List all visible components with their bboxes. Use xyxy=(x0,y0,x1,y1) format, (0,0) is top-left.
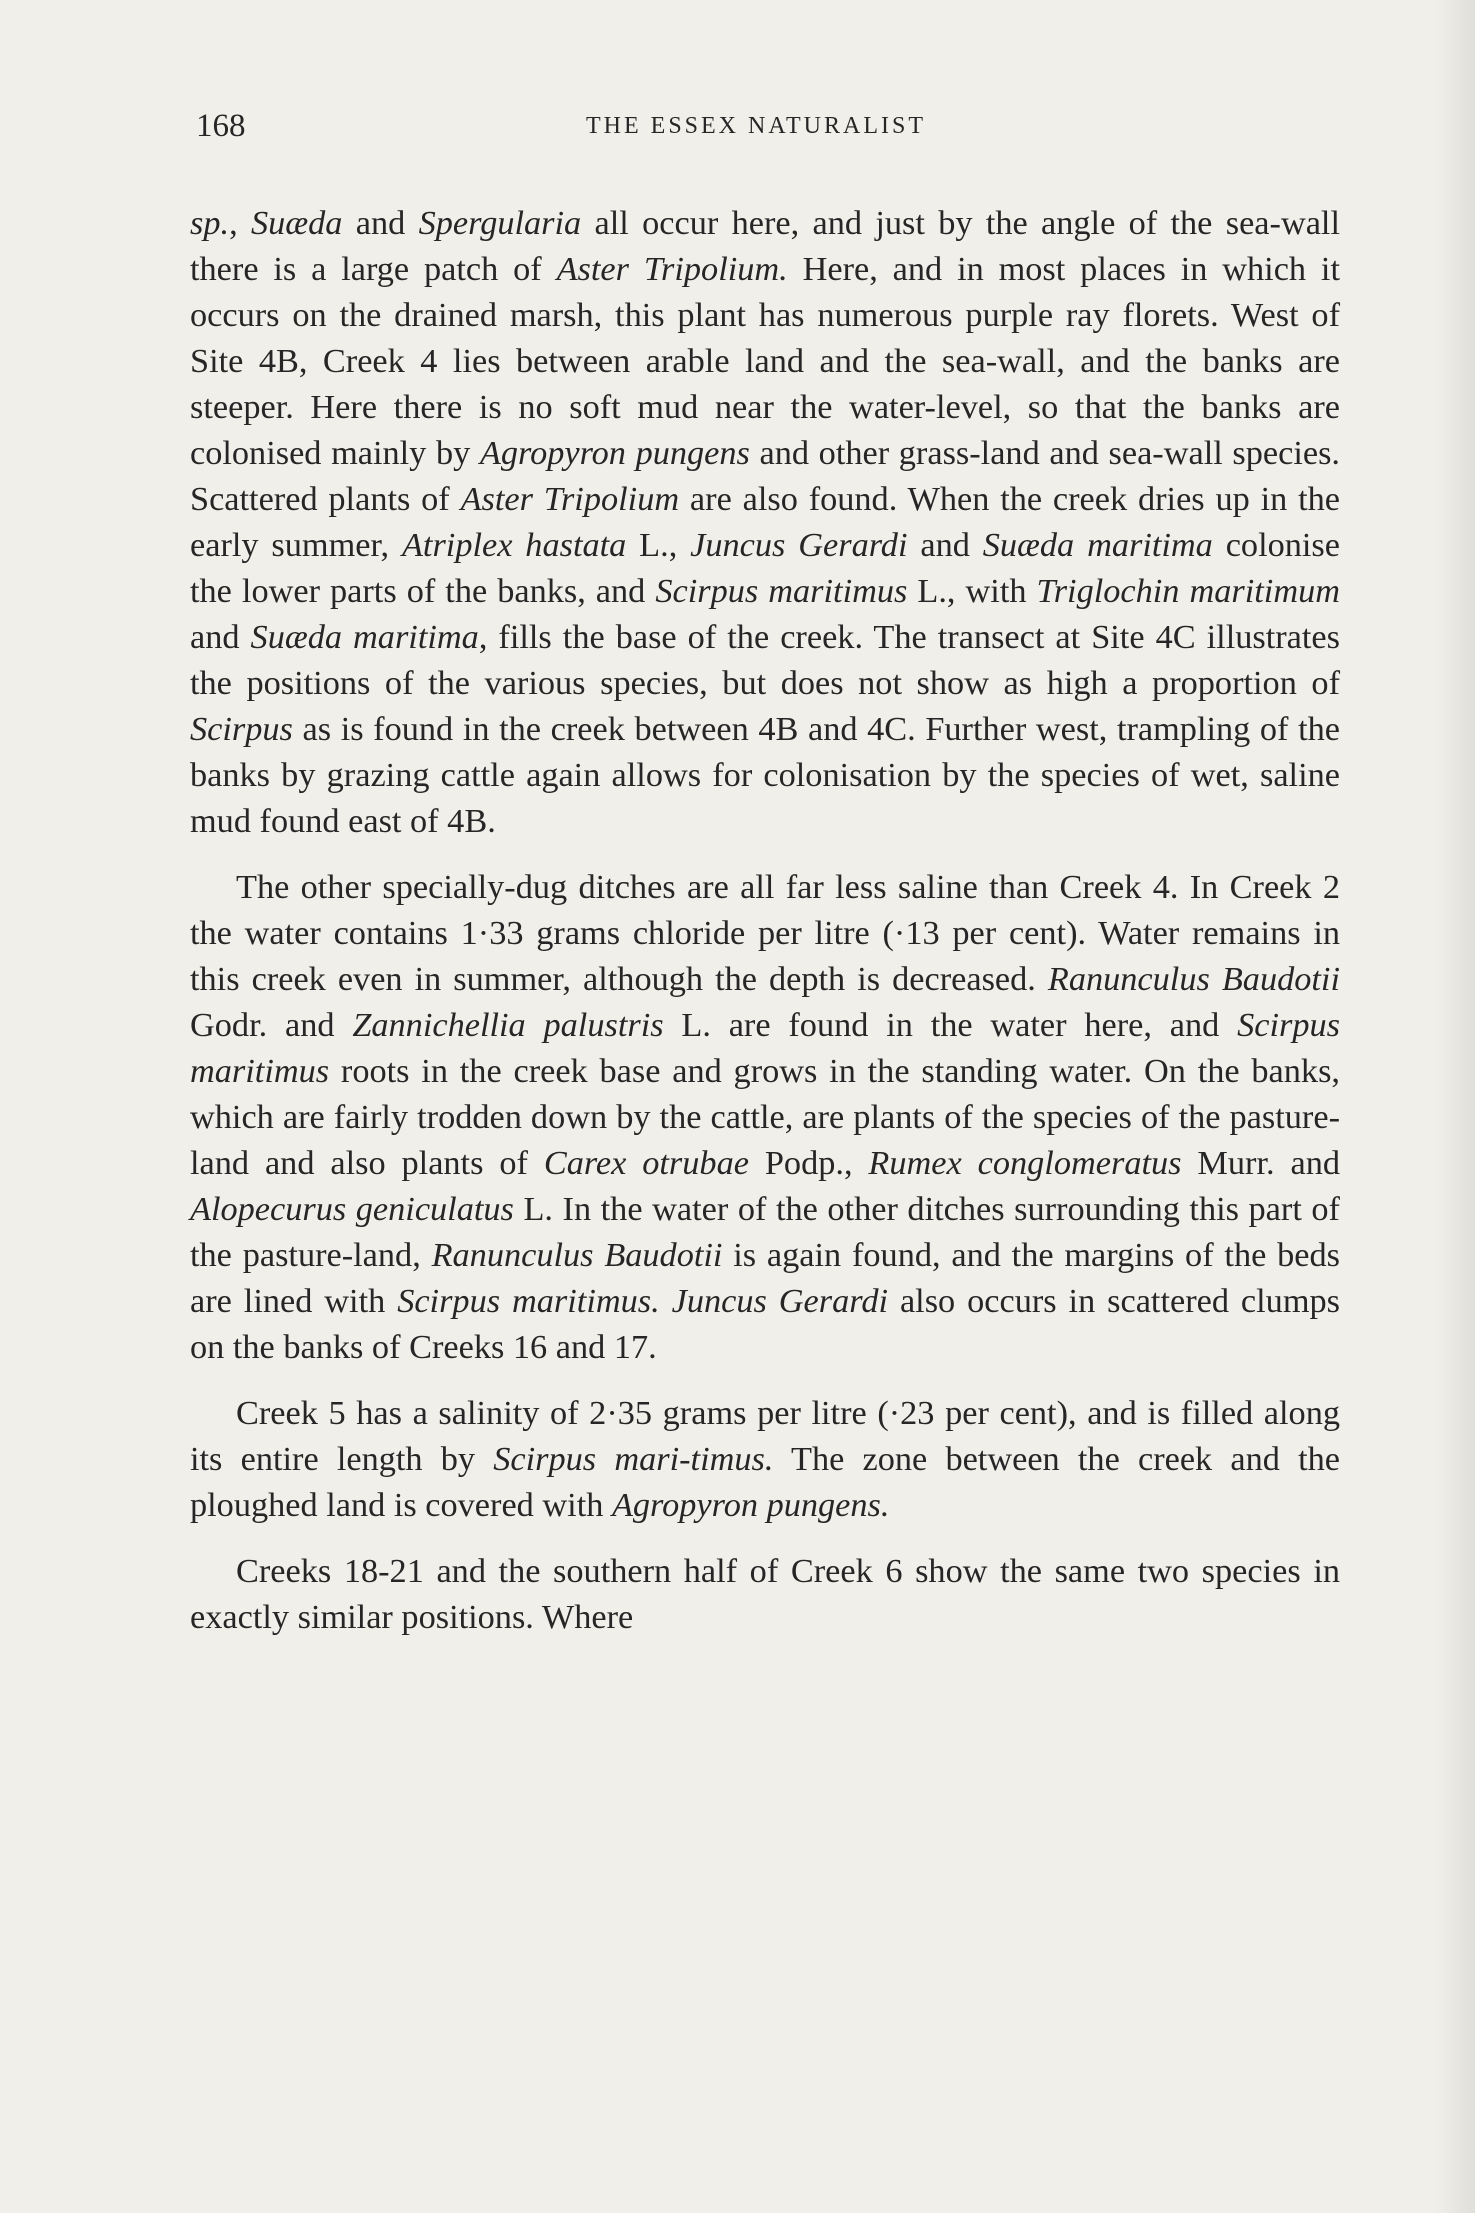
text-run: L., with xyxy=(907,572,1037,610)
text-run: and xyxy=(190,618,251,656)
text-run: roots in the creek base and grows in the standing water. On the banks, which are fairly trodden down by the cattle, are plants of the species of the pasture-land and also plants of xyxy=(190,1052,1340,1182)
page-edge-shadow xyxy=(1435,0,1475,2213)
italic-text-run: Zannichellia palustris xyxy=(352,1006,664,1044)
italic-text-run: Spergularia xyxy=(418,204,582,242)
text-run: Murr. and xyxy=(1181,1144,1340,1182)
italic-text-run: Suæda xyxy=(250,204,343,242)
text-run: all occur here, and just by the angle of the sea-wall there is a large patch of xyxy=(190,204,1340,288)
text-run: colonise the lower parts of the banks, and xyxy=(190,526,1341,610)
text-run: as is found in the creek between 4B and 4C. Further west, trampling of the banks by grazing cattle again allows for colonisation by the species of wet, saline mud found east of 4B. xyxy=(190,710,1340,840)
text-run: and other grass-land and sea-wall species. Scattered plants of xyxy=(190,434,1341,518)
italic-text-run: Agropyron pungens. xyxy=(611,1486,890,1524)
italic-text-run: Aster Tripolium xyxy=(460,480,680,518)
page-number: 168 xyxy=(196,108,246,144)
italic-text-run: Ranunculus Baudotii xyxy=(1047,960,1340,998)
paragraph xyxy=(190,200,1340,844)
text-run: Creek 5 has a salinity of 2·35 grams per litre (·23 per cent), and is filled along its entire length by xyxy=(190,1394,1340,1478)
text-run: Creeks 18-21 and the southern half of Creek 6 show the same two species in exactly similar positions. Where xyxy=(190,1552,1340,1636)
italic-text-run: Alopecurus geniculatus xyxy=(190,1190,514,1228)
text-run: , xyxy=(229,204,251,242)
italic-text-run: Rumex conglomeratus xyxy=(868,1144,1182,1182)
text-run: also occurs in scattered clumps on the banks of Creeks 16 and 17. xyxy=(190,1282,1340,1366)
text-run: The zone between the creek and the ploughed land is covered with xyxy=(190,1440,1341,1524)
page-header xyxy=(196,108,1346,148)
italic-text-run: Aster Tripolium. xyxy=(556,250,788,288)
text-run: are also found. When the creek dries up in the early summer, xyxy=(190,480,1340,564)
italic-text-run: Scirpus maritimus xyxy=(190,1006,1340,1090)
text-run: and xyxy=(907,526,983,564)
italic-text-run: Atriplex hastata xyxy=(401,526,627,564)
text-run: L. are found in the water here, and xyxy=(663,1006,1238,1044)
italic-text-run: Juncus Gerardi xyxy=(690,526,908,564)
text-run: , fills the base of the creek. The transect at Site 4C illustrates the positions of the various species, but does not show as high a proportion of xyxy=(190,618,1340,702)
italic-text-run: Scirpus maritimus xyxy=(655,572,908,610)
text-run: Podp., xyxy=(748,1144,869,1182)
italic-text-run: Triglochin maritimum xyxy=(1036,572,1340,610)
paragraph xyxy=(190,1548,1340,1640)
text-run: The other specially-dug ditches are all far less saline than Creek 4. In Creek 2 the water contains 1·33 grams chloride per litre (·13 per cent). Water remains in this creek even in summer, although the depth is decreased. xyxy=(190,868,1340,998)
italic-text-run: sp. xyxy=(190,204,230,242)
text-run: is again found, and the margins of the beds are lined with xyxy=(190,1236,1340,1320)
body-text xyxy=(190,200,1340,1640)
italic-text-run: Suæda maritima xyxy=(250,618,479,656)
italic-text-run: Scirpus maritimus. Juncus Gerardi xyxy=(397,1282,889,1320)
italic-text-run: Agropyron pungens xyxy=(479,434,750,472)
italic-text-run: Carex otrubae xyxy=(543,1144,749,1182)
text-run: Godr. and xyxy=(190,1006,353,1044)
paragraph xyxy=(190,864,1340,1370)
text-run: and xyxy=(342,204,419,242)
italic-text-run: Scirpus xyxy=(190,710,293,748)
text-run: L., xyxy=(626,526,691,564)
italic-text-run: Scirpus mari-timus. xyxy=(493,1440,774,1478)
running-title: THE ESSEX NATURALIST xyxy=(586,113,926,139)
text-run: L. In the water of the other ditches surrounding this part of the pasture-land, xyxy=(190,1190,1340,1274)
paragraph xyxy=(190,1390,1340,1528)
italic-text-run: Ranunculus Baudotii xyxy=(431,1236,723,1274)
italic-text-run: Suæda maritima xyxy=(982,526,1213,564)
text-run: Here, and in most places in which it occurs on the drained marsh, this plant has numerous purple ray florets. West of Site 4B, Creek 4 lies between arable land and the sea-wall, and the banks are steeper. Here there is no soft mud near the water-level, so that the banks are colonised mainly by xyxy=(190,250,1340,472)
